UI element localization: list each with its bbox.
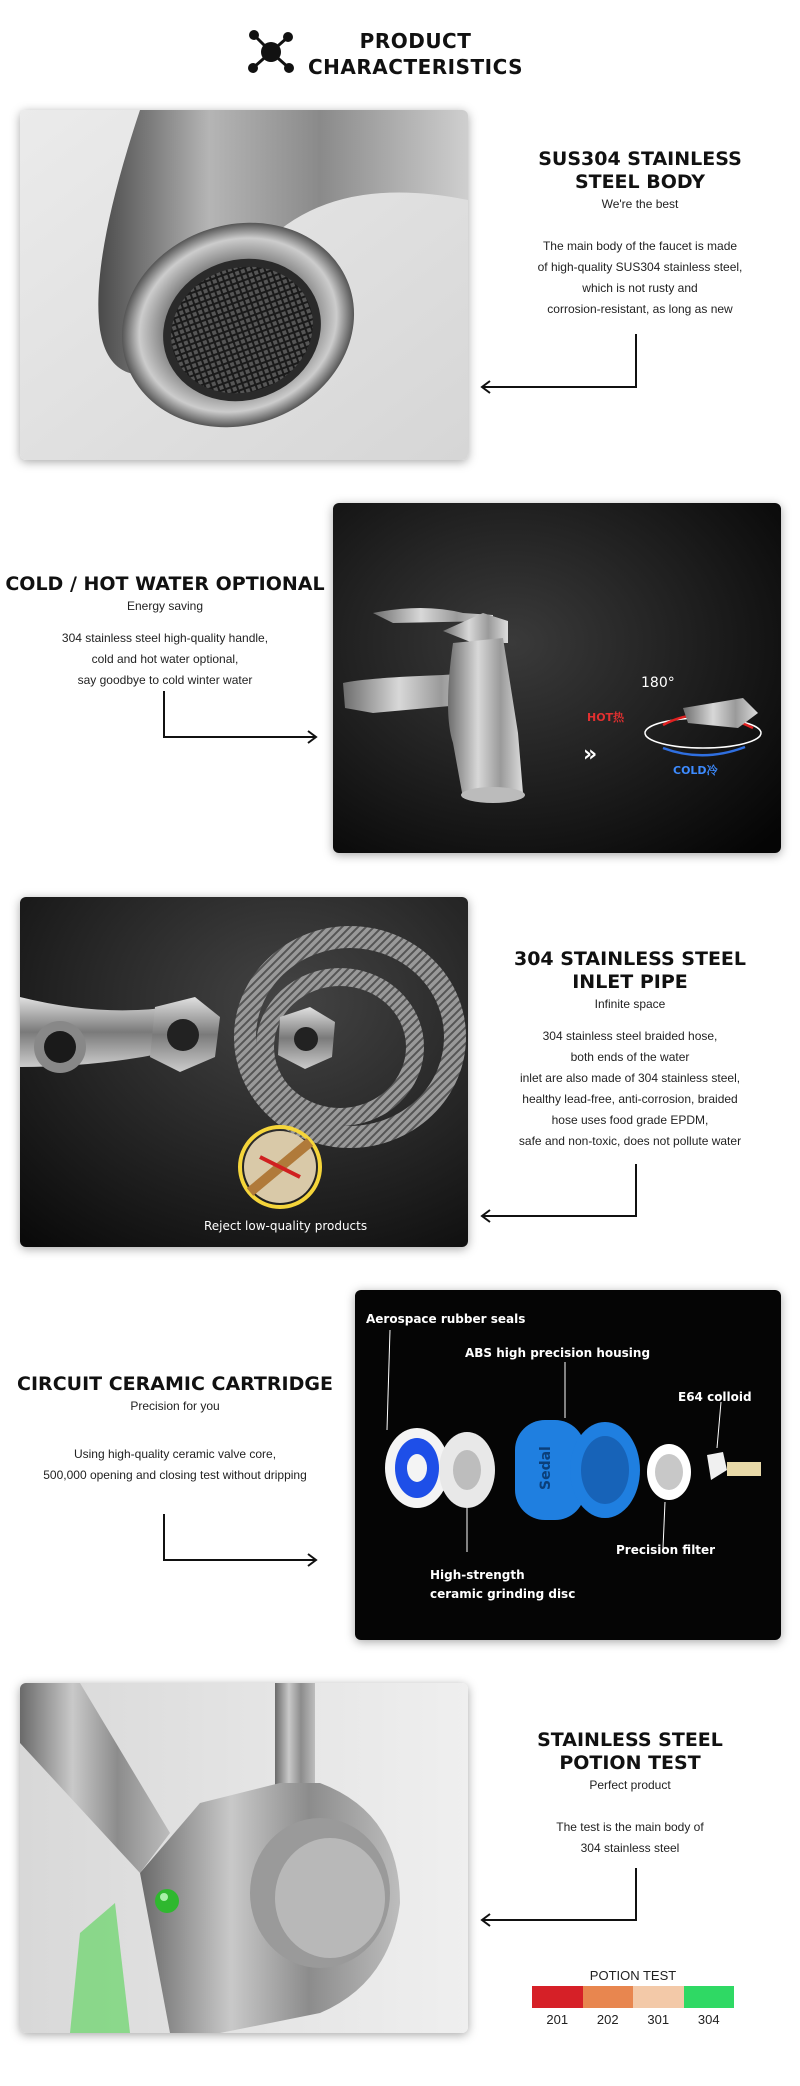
section-description-line: The main body of the faucet is made bbox=[542, 239, 738, 253]
grade-label: 304 bbox=[697, 2012, 720, 2027]
page-title: PRODUCT CHARACTERISTICS bbox=[308, 29, 524, 79]
molecule-icon bbox=[245, 26, 297, 78]
section-subheading: Infinite space bbox=[594, 997, 666, 1011]
rubber-seals-label: Aerospace rubber seals bbox=[366, 1312, 526, 1326]
potion-test-title: POTION TEST bbox=[589, 1968, 677, 1983]
section-heading: COLD / HOT WATER OPTIONAL bbox=[5, 573, 325, 595]
section-potion-text bbox=[480, 1729, 780, 1859]
section-description-line: cold and hot water optional, bbox=[91, 652, 239, 666]
page-header bbox=[0, 20, 800, 90]
color-swatch-202 bbox=[583, 1986, 634, 2008]
section-description-line: corrosion-resistant, as long as new bbox=[547, 302, 733, 316]
section-description-line: say goodbye to cold winter water bbox=[77, 673, 253, 687]
svg-text:»: » bbox=[583, 742, 598, 767]
e64-colloid-label: E64 colloid bbox=[678, 1390, 752, 1404]
section-description-line: which is not rusty and bbox=[582, 281, 698, 295]
section-description-line: safe and non-toxic, does not pollute water bbox=[518, 1134, 742, 1148]
color-swatch-201 bbox=[532, 1986, 583, 2008]
ceramic-disc-label: High-strength ceramic grinding disc bbox=[430, 1568, 576, 1601]
section-water-text bbox=[0, 573, 330, 691]
potion-test-legend bbox=[532, 1968, 734, 2027]
reject-caption: Reject low-quality products bbox=[204, 1219, 368, 1233]
grade-label: 202 bbox=[596, 2012, 619, 2027]
section-heading: SUS304 STAINLESS bbox=[538, 148, 742, 170]
section-subheading: Perfect product bbox=[589, 1778, 671, 1792]
section-heading: POTION TEST bbox=[559, 1752, 701, 1774]
section-description-line: 304 stainless steel high-quality handle, bbox=[61, 631, 269, 645]
pointer-arrow-left bbox=[480, 1162, 640, 1222]
grade-label: 201 bbox=[546, 2012, 569, 2027]
cold-label: COLD冷 bbox=[673, 764, 718, 777]
section-heading: STEEL BODY bbox=[574, 171, 706, 193]
section-description-line: of high-quality SUS304 stainless steel, bbox=[537, 260, 743, 274]
precision-filter-label: Precision filter bbox=[616, 1543, 716, 1557]
section-heading: INLET PIPE bbox=[572, 971, 688, 993]
section-subheading: Precision for you bbox=[130, 1399, 220, 1413]
section-description-line: healthy lead-free, anti-corrosion, braided bbox=[522, 1092, 738, 1106]
rotation-angle-label: 180° bbox=[641, 675, 675, 691]
hot-label: HOT热 bbox=[587, 711, 625, 724]
section-description-line: 304 stainless steel bbox=[580, 1841, 680, 1855]
section-description-line: 500,000 opening and closing test without dripping bbox=[43, 1468, 307, 1482]
color-swatch-301 bbox=[633, 1986, 684, 2008]
section-inlet-text bbox=[480, 948, 780, 1152]
abs-housing-label: ABS high precision housing bbox=[465, 1346, 651, 1360]
pointer-arrow-left bbox=[480, 332, 640, 392]
grade-label: 301 bbox=[647, 2012, 670, 2027]
pointer-arrow-right bbox=[162, 1512, 320, 1564]
section-cartridge-text bbox=[0, 1373, 350, 1486]
section-heading: 304 STAINLESS STEEL bbox=[513, 948, 747, 970]
section-subheading: Energy saving bbox=[126, 599, 204, 613]
section-heading: STAINLESS STEEL bbox=[537, 1729, 723, 1751]
faucet-body-photo bbox=[20, 110, 468, 460]
potion-test-photo bbox=[20, 1683, 468, 2033]
section-description-line: The test is the main body of bbox=[556, 1820, 704, 1834]
pointer-arrow-left bbox=[480, 1866, 640, 1926]
pointer-arrow-right bbox=[162, 689, 320, 741]
section-heading: CIRCUIT CERAMIC CARTRIDGE bbox=[17, 1373, 333, 1395]
faucet-handle-photo bbox=[333, 503, 781, 853]
section-description-line: inlet are also made of 304 stainless steel, bbox=[519, 1071, 741, 1085]
section-description-line: hose uses food grade EPDM, bbox=[551, 1113, 709, 1127]
ceramic-cartridge-photo bbox=[355, 1290, 781, 1640]
section-description-line: Using high-quality ceramic valve core, bbox=[73, 1447, 277, 1461]
section-subheading: We're the best bbox=[601, 197, 679, 211]
section-body-text bbox=[500, 148, 780, 320]
section-description-line: 304 stainless steel braided hose, bbox=[542, 1029, 718, 1043]
color-swatch-304 bbox=[684, 1986, 735, 2008]
section-description-line: both ends of the water bbox=[570, 1050, 690, 1064]
inlet-pipe-photo bbox=[20, 897, 468, 1247]
cartridge-brand: Sedal bbox=[538, 1446, 554, 1490]
potion-color-bar bbox=[532, 1986, 734, 2008]
